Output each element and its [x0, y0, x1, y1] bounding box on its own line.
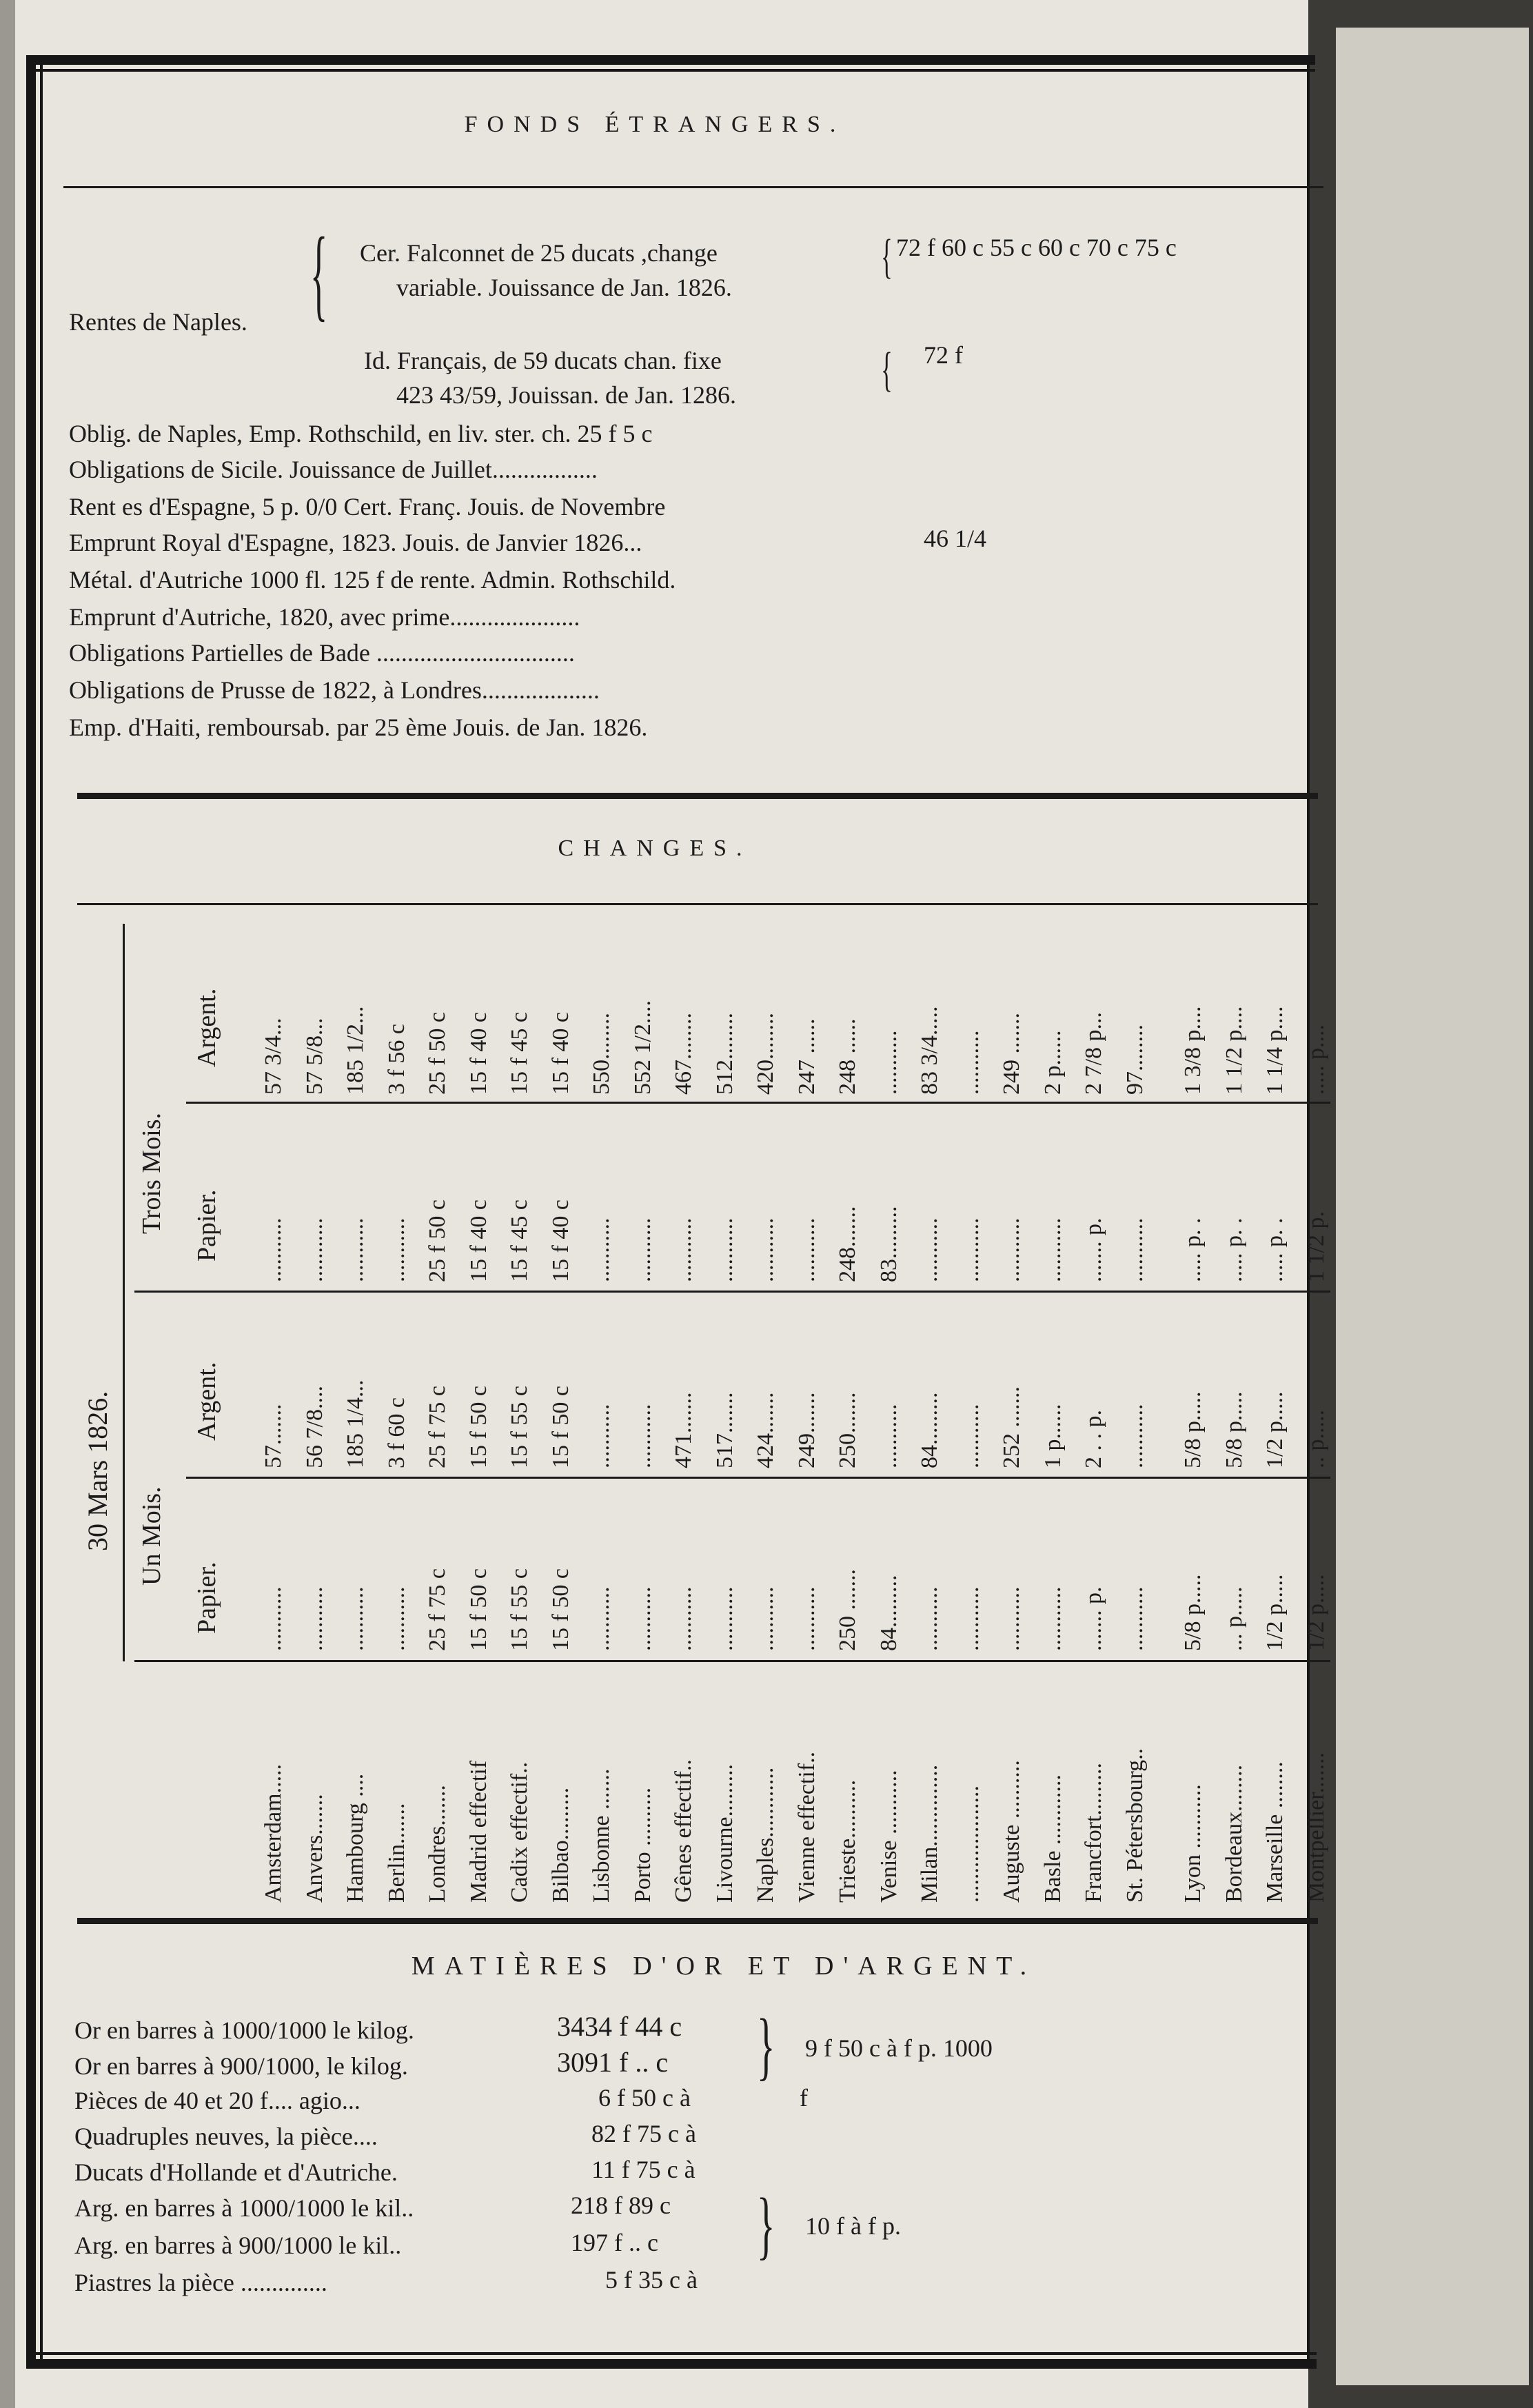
frame-bottom — [28, 2359, 1317, 2369]
fonds-row-label: Obligations Partielles de Bade ................................ — [69, 639, 575, 667]
francais-line1: Id. Français, de 59 ducats chan. fixe — [364, 347, 722, 374]
city-name: Berlin....... — [383, 1803, 409, 1903]
next-page-edge — [1336, 28, 1529, 2385]
matieres-row-value: 197 f .. c — [571, 2229, 658, 2256]
rate-cell: 57 3/4... — [261, 1018, 286, 1095]
arg-agio-note: 10 f à f p. — [805, 2212, 901, 2240]
rate-cell: ........... — [343, 1586, 368, 1651]
rate-cell: ........... — [957, 1217, 984, 1282]
rate-cell: ........... — [793, 1217, 820, 1282]
changes-title-rule — [77, 903, 1318, 905]
rate-cell: 15 f 45 c — [507, 1200, 532, 1282]
fonds-row-value: 46 1/4 — [924, 525, 987, 552]
city-name: Naples............ — [753, 1767, 778, 1903]
rate-cell: ........... — [629, 1586, 656, 1651]
rate-cell: 84......... — [875, 1575, 902, 1651]
rate-cell: 15 f 55 c — [507, 1386, 532, 1468]
un-mois-papier-header: Papier. — [192, 1561, 221, 1634]
or-brace: } — [757, 2003, 775, 2087]
scan-left-margin — [0, 0, 15, 2408]
city-name: Londres....... — [425, 1785, 450, 1903]
or-agio-note: 9 f 50 c à f p. 1000 — [805, 2034, 993, 2062]
francais-value: 72 f — [924, 341, 963, 369]
matieres-row-value: 82 f 75 c à — [591, 2120, 696, 2147]
rate-cell: 1 1/2 p.... — [1221, 1006, 1247, 1095]
rate-cell: ........... — [383, 1586, 409, 1651]
rate-cell: ........... — [711, 1586, 738, 1651]
rate-cell: 248....... — [835, 1206, 860, 1282]
falconnet-line2: variable. Jouissance de Jan. 1826. — [396, 274, 732, 301]
rate-cell: ........... — [875, 1404, 902, 1468]
falconnet-line1: Cer. Falconnet de 25 ducats ,change — [360, 239, 718, 267]
rate-cell: 15 f 55 c — [507, 1568, 532, 1651]
rate-cell: 250....... — [835, 1392, 860, 1468]
rate-cell: 15 f 40 c — [465, 1200, 491, 1282]
city-name: Amsterdam..... — [261, 1763, 286, 1903]
matieres-row-value: 3434 f 44 c — [557, 2011, 682, 2042]
rate-cell: 25 f 50 c — [425, 1200, 450, 1282]
rate-cell: ........... — [671, 1217, 696, 1282]
matieres-row-value: 218 f 89 c — [571, 2192, 671, 2219]
rate-cell: 15 f 40 c — [465, 1012, 491, 1095]
rate-cell: 467........ — [671, 1013, 696, 1095]
rate-cell: ........... — [589, 1217, 614, 1282]
rate-cell: 83......... — [875, 1206, 902, 1282]
frame-top-inner — [34, 69, 1315, 72]
rate-cell: 185 1/2... — [343, 1006, 368, 1095]
rate-cell: 15 f 50 c — [465, 1386, 491, 1468]
rate-cell: 25 f 50 c — [425, 1012, 450, 1095]
city-name: Porto .......... — [629, 1787, 656, 1903]
rate-cell: ........... — [1039, 1586, 1066, 1651]
fonds-row-label: Emprunt d'Autriche, 1820, avec prime..................... — [69, 603, 580, 631]
scan-right-margin — [1308, 0, 1533, 2408]
frame-left — [26, 55, 36, 2369]
matieres-row-label: Quadruples neuves, la pièce.... — [74, 2123, 378, 2150]
fonds-title-rule — [63, 186, 1323, 188]
rate-cell: 2 7/8 p... — [1081, 1012, 1106, 1095]
rate-cell: 424....... — [753, 1392, 778, 1468]
rate-cell: 1 1/2 p. — [1303, 1211, 1329, 1282]
fonds-row-label: Emp. d'Haiti, remboursab. par 25 ème Jouis. de Jan. 1826. — [69, 714, 648, 741]
rate-cell: ........... — [957, 1586, 984, 1651]
rate-cell: ... p..... — [1221, 1586, 1247, 1651]
rate-cell: ........... — [261, 1586, 286, 1651]
rate-cell: ........... — [917, 1586, 942, 1651]
city-name: Cadix effectif.. — [507, 1761, 532, 1903]
rate-cell: 550........ — [589, 1013, 614, 1095]
city-name: St. Pétersbourg.. — [1121, 1748, 1148, 1903]
rate-cell: ........... — [301, 1586, 327, 1651]
rate-cell: ........... — [383, 1217, 409, 1282]
city-name: .................... — [957, 1785, 984, 1903]
changes-title: CHANGES. — [558, 836, 752, 861]
rate-cell: 15 f 40 c — [547, 1012, 573, 1095]
matieres-title: MATIÈRES D'OR ET D'ARGENT. — [411, 1952, 1037, 1981]
rate-cell: ........... — [1121, 1586, 1148, 1651]
rate-cell: 3 f 60 c — [383, 1397, 409, 1468]
rate-cell: 15 f 50 c — [547, 1568, 573, 1651]
trois-mois-col-divider — [186, 1102, 1330, 1104]
city-name: Auguste .......... — [999, 1760, 1024, 1903]
trois-mois-argent-header: Argent. — [192, 988, 221, 1067]
rate-cell: ........... — [711, 1217, 738, 1282]
city-name: Lyon ........... — [1180, 1784, 1206, 1903]
changes-end-rule — [77, 1918, 1318, 1924]
fonds-row-label: Obligations de Sicile. Jouissance de Juillet................. — [69, 456, 598, 483]
fonds-title: FONDS ÉTRANGERS. — [464, 112, 846, 137]
rate-cell: ........... — [629, 1404, 656, 1468]
rate-cell: 15 f 45 c — [507, 1012, 532, 1095]
arg-brace: } — [757, 2183, 775, 2267]
rate-cell: 1/2 p..... — [1262, 1574, 1288, 1651]
city-name: Madrid effectif — [465, 1760, 491, 1903]
city-name: Trieste.......... — [835, 1779, 860, 1903]
rate-cell: ........... — [793, 1586, 820, 1651]
rate-cell: ........... — [957, 1404, 984, 1468]
rate-cell: ....... p. — [1081, 1586, 1106, 1651]
matieres-row-label: Arg. en barres à 900/1000 le kil.. — [74, 2232, 402, 2259]
un-mois-header: Un Mois. — [137, 1486, 166, 1586]
rate-cell: ..... p. . — [1221, 1217, 1247, 1282]
francais-line2: 423 43/59, Jouissan. de Jan. 1286. — [396, 381, 736, 409]
matieres-row-label: Or en barres à 900/1000, le kilog. — [74, 2052, 408, 2080]
matieres-row-value: 6 f 50 c à — [598, 2084, 691, 2112]
rate-cell: 420........ — [753, 1013, 778, 1095]
city-name: Livourne......... — [711, 1763, 738, 1903]
city-name: Bordeaux........ — [1221, 1764, 1247, 1903]
city-name: Bilbao......... — [547, 1787, 573, 1903]
rate-cell: ........... — [957, 1030, 984, 1095]
city-header-divider — [134, 1660, 1330, 1662]
rate-cell: ........... — [1121, 1217, 1148, 1282]
rate-cell: 1/2 p..... — [1303, 1574, 1329, 1651]
rate-cell: 97........ — [1121, 1024, 1148, 1095]
rate-cell: 57 5/8... — [301, 1018, 327, 1095]
rate-cell: ........... — [301, 1217, 327, 1282]
rate-cell: 5/8 p..... — [1180, 1574, 1206, 1651]
rate-cell: ........... — [671, 1586, 696, 1651]
rate-cell: ....... p. — [1081, 1217, 1106, 1282]
rate-cell: 3 f 56 c — [383, 1024, 409, 1095]
city-name: Milan.............. — [917, 1764, 942, 1903]
matieres-row-label: Pièces de 40 et 20 f.... agio... — [74, 2087, 361, 2114]
falconnet-brace: { — [881, 230, 893, 283]
rate-cell: 83 3/4..... — [917, 1006, 942, 1095]
rate-cell: ........... — [753, 1217, 778, 1282]
matieres-row-label: Arg. en barres à 1000/1000 le kil.. — [74, 2194, 414, 2222]
city-name: Hambourg .... — [343, 1773, 368, 1903]
rate-cell: 248 ...... — [835, 1018, 860, 1095]
rate-cell: 15 f 40 c — [547, 1200, 573, 1282]
rate-cell: 15 f 50 c — [547, 1386, 573, 1468]
city-name: Venise ........... — [875, 1770, 902, 1903]
frame-left-inner — [40, 55, 43, 2369]
rate-cell: 471....... — [671, 1392, 696, 1468]
rate-cell: ........... — [999, 1217, 1024, 1282]
matieres-row-value: 3091 f .. c — [557, 2047, 669, 2078]
rate-cell: ........... — [917, 1217, 942, 1282]
rate-cell: ........... — [753, 1586, 778, 1651]
rate-cell: ........... — [343, 1217, 368, 1282]
matieres-row-value: 11 f 75 c à — [591, 2156, 696, 2183]
rate-cell: 25 f 75 c — [425, 1568, 450, 1651]
fonds-row-label: Rent es d'Espagne, 5 p. 0/0 Cert. Franç. Jouis. de Novembre — [69, 493, 666, 520]
matieres-row-label: Piastres la pièce .............. — [74, 2269, 327, 2296]
rate-cell: 247 ...... — [793, 1018, 820, 1095]
matieres-row-label: Ducats d'Hollande et d'Autriche. — [74, 2158, 398, 2186]
fonds-end-rule — [77, 793, 1318, 799]
rate-cell: ........... — [999, 1586, 1024, 1651]
rate-cell: ..... p.... — [1303, 1024, 1329, 1095]
falconnet-value: 72 f 60 c 55 c 60 c 70 c 75 c — [896, 234, 1177, 261]
rate-cell: 15 f 50 c — [465, 1568, 491, 1651]
naples-brace: { — [310, 216, 328, 331]
rate-cell: 1/2 p..... — [1262, 1391, 1288, 1468]
rate-cell: 512........ — [711, 1013, 738, 1095]
rate-cell: 185 1/4... — [343, 1379, 368, 1468]
rate-cell: 56 7/8.... — [301, 1386, 327, 1468]
rate-cell: 1 3/8 p.... — [1180, 1006, 1206, 1095]
rate-cell: 2 p...... — [1039, 1030, 1066, 1095]
frame-top — [34, 55, 1315, 65]
period-divider — [134, 1291, 1330, 1293]
changes-date: 30 Mars 1826. — [82, 1390, 113, 1551]
trois-mois-header: Trois Mois. — [137, 1112, 166, 1234]
city-name: Vienne effectif.. — [793, 1751, 820, 1903]
fonds-row-label: Métal. d'Autriche 1000 fl. 125 f de rente. Admin. Rothschild. — [69, 566, 676, 594]
rate-cell: 517....... — [711, 1392, 738, 1468]
rate-cell: 249 ....... — [999, 1013, 1024, 1095]
fonds-row-label: Obligations de Prusse de 1822, à Londres................... — [69, 676, 600, 704]
city-name: Lisbonne ....... — [589, 1768, 614, 1903]
fonds-row-label: Oblig. de Naples, Emp. Rothschild, en liv. ster. ch. 25 f 5 c — [69, 420, 653, 447]
rate-cell: 252 ....... — [999, 1386, 1024, 1468]
rate-cell: ........... — [1121, 1404, 1148, 1468]
city-name: Marseille ........ — [1262, 1761, 1288, 1903]
rate-cell: 250 ....... — [835, 1569, 860, 1651]
rate-cell: ........... — [261, 1217, 286, 1282]
un-mois-col-divider — [186, 1477, 1330, 1479]
pieces-agio-f: f — [800, 2084, 808, 2112]
rate-cell: 2 . . p. — [1081, 1410, 1106, 1468]
rate-cell: 552 1/2.... — [629, 1000, 656, 1095]
matieres-row-value: 5 f 35 c à — [605, 2266, 698, 2294]
city-name: Francfort......... — [1081, 1762, 1106, 1903]
city-name: Basle ............ — [1039, 1774, 1066, 1903]
rate-cell: 5/8 p..... — [1180, 1391, 1206, 1468]
rate-cell: 84......... — [917, 1392, 942, 1468]
city-name: Anvers....... — [301, 1794, 327, 1903]
date-divider — [123, 924, 125, 1661]
rate-cell: ........... — [589, 1404, 614, 1468]
city-name: Gênes effectif.. — [671, 1759, 696, 1903]
frame-bottom-inner — [28, 2352, 1317, 2355]
rate-cell: 1 1/4 p.... — [1262, 1006, 1288, 1095]
rate-cell: 1 p...... — [1039, 1404, 1066, 1468]
rate-cell: .. p..... — [1303, 1410, 1329, 1468]
city-name: Montpellier....... — [1303, 1752, 1329, 1903]
trois-mois-papier-header: Papier. — [192, 1189, 221, 1262]
fonds-row-label: Emprunt Royal d'Espagne, 1823. Jouis. de Janvier 1826... — [69, 529, 642, 556]
rate-cell: 5/8 p..... — [1221, 1391, 1247, 1468]
rate-cell: 249....... — [793, 1392, 820, 1468]
rate-cell: ........... — [589, 1586, 614, 1651]
naples-label: Rentes de Naples. — [69, 308, 247, 336]
rate-cell: ........... — [629, 1217, 656, 1282]
rate-cell: ..... p. . — [1180, 1217, 1206, 1282]
matieres-row-label: Or en barres à 1000/1000 le kilog. — [74, 2016, 414, 2044]
rate-cell: ..... p. . — [1262, 1217, 1288, 1282]
rate-cell: 25 f 75 c — [425, 1386, 450, 1468]
francais-brace: { — [881, 343, 893, 396]
rate-cell: ........... — [875, 1030, 902, 1095]
rate-cell: 57....... — [261, 1404, 286, 1468]
rate-cell: ........... — [1039, 1217, 1066, 1282]
un-mois-argent-header: Argent. — [192, 1362, 221, 1441]
